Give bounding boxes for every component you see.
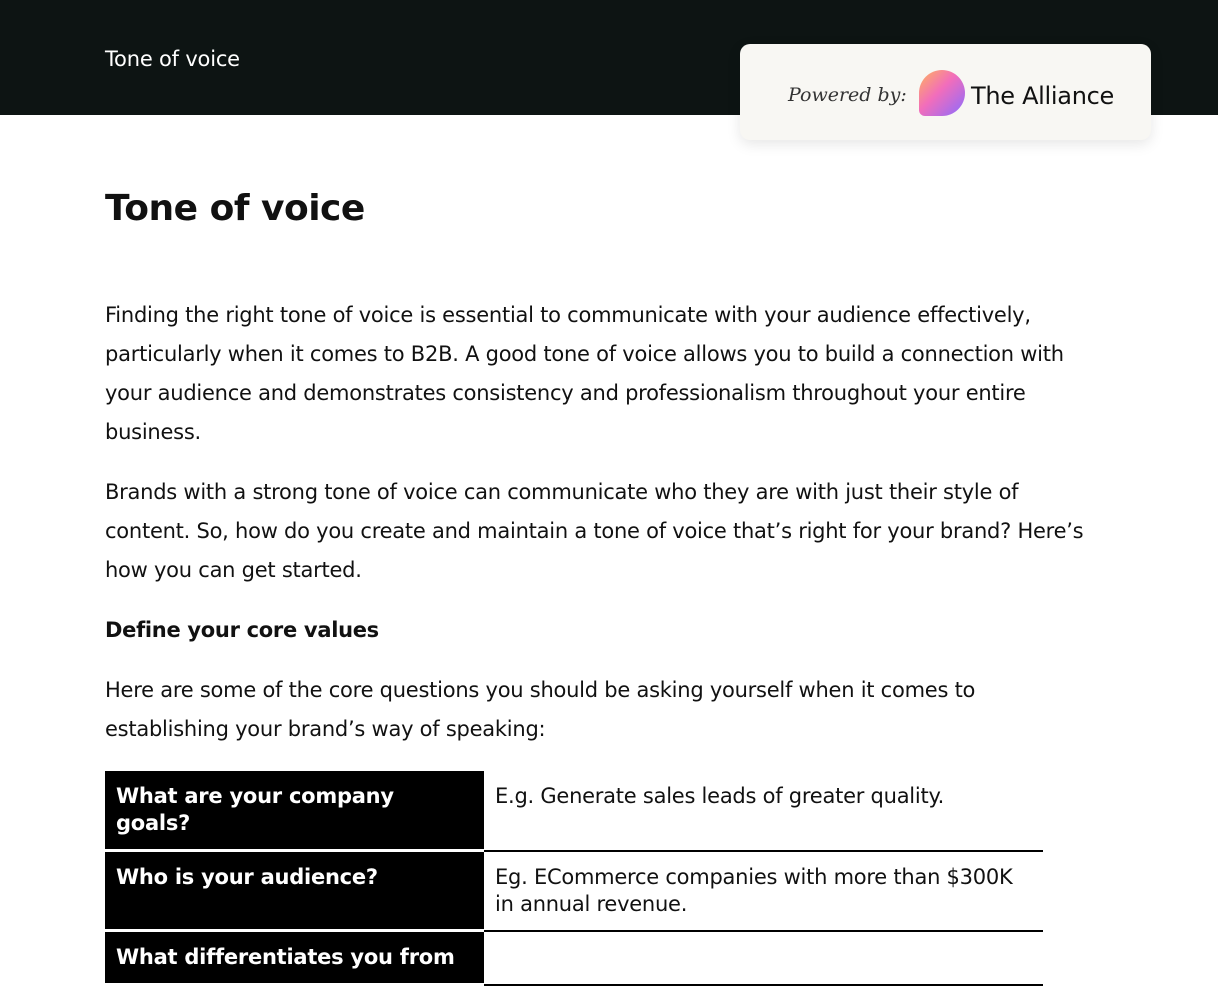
question-cell: What are your company goals?: [105, 771, 484, 851]
answer-cell: Eg. ECommerce companies with more than $300K in annual revenue.: [484, 851, 1043, 931]
core-values-table: [105, 771, 1043, 986]
paragraph: Finding the right tone of voice is essential to communicate with your audience effectively, particularly when it comes to B2B. A good tone of voice allows you to build a connection with your audience and demonstrates consistency and professionalism throughout your entire business.: [105, 303, 1064, 444]
answer-cell: [484, 931, 1043, 985]
alliance-logo-icon: [919, 70, 965, 116]
table-row: [105, 851, 1043, 931]
section-heading: Define your core values: [105, 618, 379, 642]
powered-by-badge[interactable]: [740, 44, 1151, 140]
table-row: [105, 931, 1043, 985]
question-cell: What differentiates you from: [105, 931, 484, 985]
paragraph: Brands with a strong tone of voice can communicate who they are with just their style of content. So, how do you create and maintain a tone of voice that’s right for your brand? Here’s how you can get started.: [105, 480, 1084, 582]
article: [105, 185, 1095, 770]
answer-cell: E.g. Generate sales leads of greater quality.: [484, 771, 1043, 851]
paragraph: Here are some of the core questions you should be asking yourself when it comes to establishing your brand’s way of speaking:: [105, 678, 976, 741]
powered-by-label: Powered by:: [788, 84, 907, 106]
table-row: [105, 771, 1043, 851]
question-cell: Who is your audience?: [105, 851, 484, 931]
header-title: Tone of voice: [105, 47, 240, 71]
brand-name: The Alliance: [971, 82, 1114, 110]
page-title: Tone of voice: [105, 188, 365, 229]
